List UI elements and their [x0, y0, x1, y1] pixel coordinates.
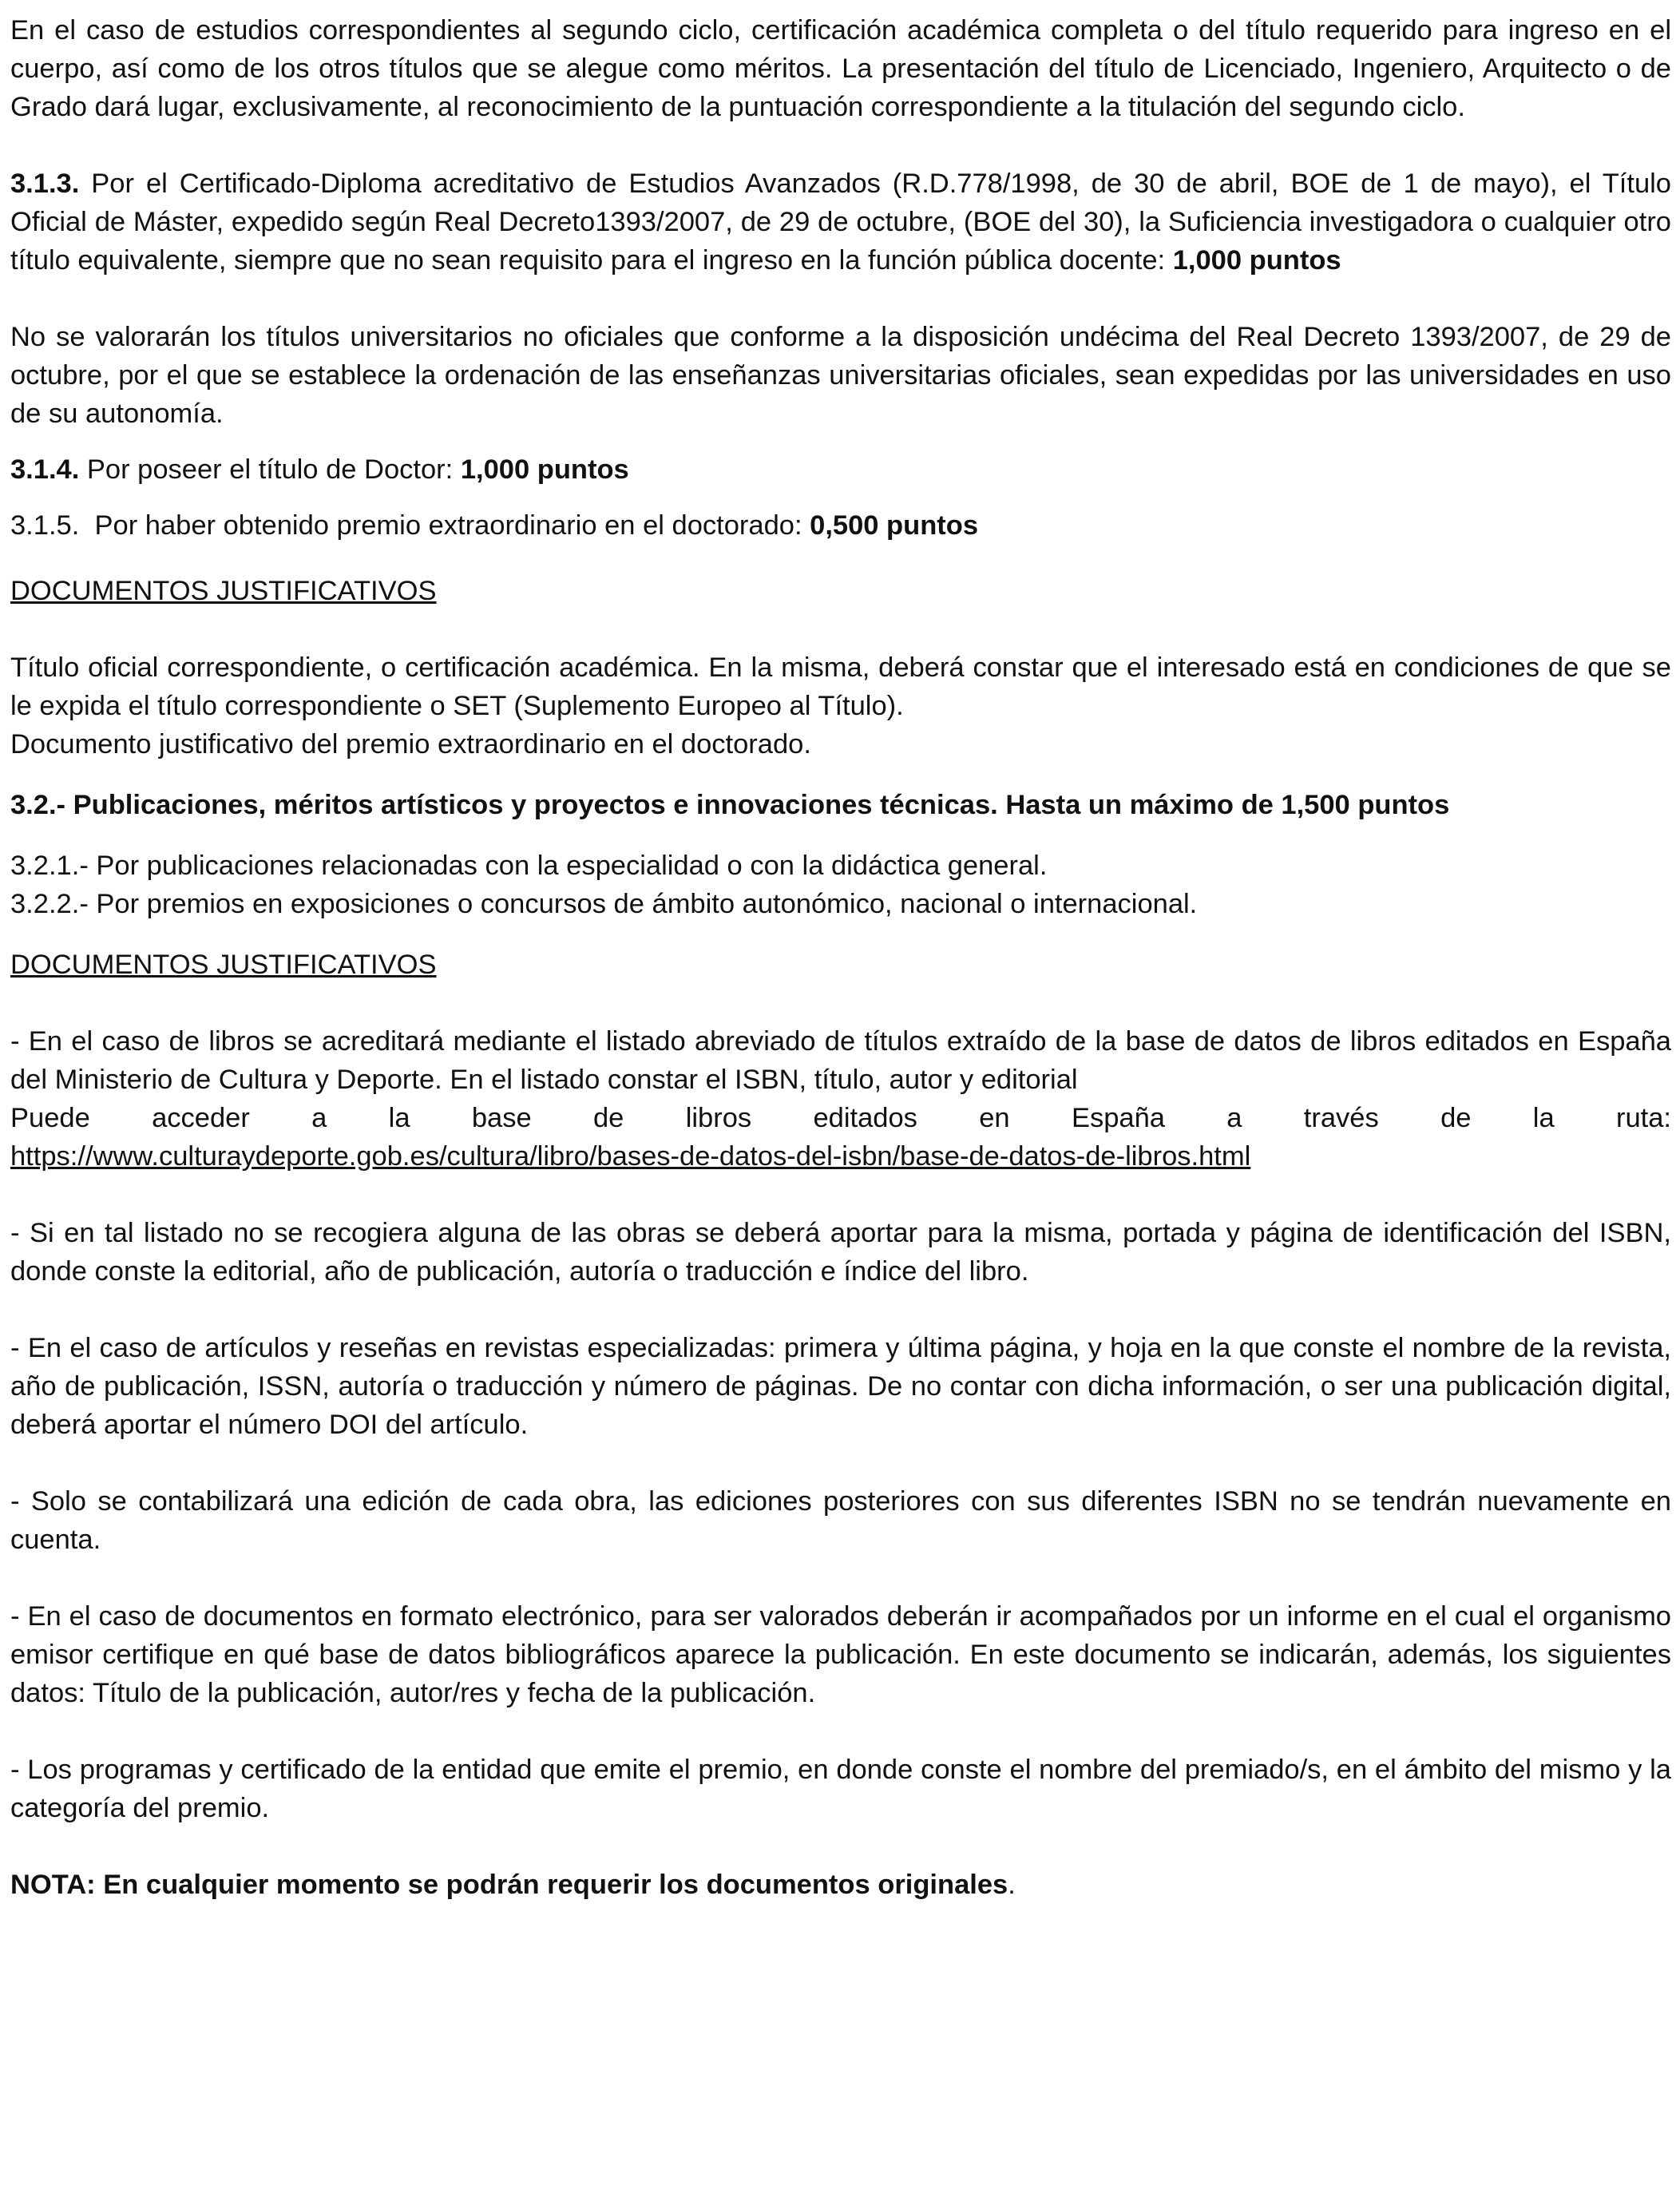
section-3-1-3	[10, 165, 1671, 280]
nota-paragraph: NOTA: En cualquier momento se podrán requerir los documentos originales.	[10, 1870, 1016, 1900]
intro-paragraph: En el caso de estudios correspondientes al segundo ciclo, certificación académica completa o del título requerido para ingreso en el cuerpo, así como de los otros títulos que se alegue como méritos. La presentación del título de Licenciado, Ingeniero, Arquitecto o de Grado dará lugar, exclusivamente, al reconocimiento de la puntuación correspondiente a la titulación del segundo ciclo.	[10, 15, 1671, 122]
section-points: 1,000 puntos	[460, 454, 629, 485]
document-page	[10, 11, 1671, 1904]
section-3-1-5	[10, 506, 1671, 545]
docs1-titulo: Título oficial correspondiente, o certificación académica. En la misma, deberá constar que el interesado está en condiciones de que se le expida el título correspondiente o SET (Suplemento Europeo al Título).	[10, 652, 1671, 721]
section-3-2-2: 3.2.2.- Por premios en exposiciones o concursos de ámbito autonómico, nacional o internacional.	[10, 889, 1198, 919]
docs2-edicion: - Solo se contabilizará una edición de cada obra, las ediciones posteriores con sus diferentes ISBN no se tendrán nuevamente en cuenta.	[10, 1486, 1671, 1555]
docs2-ruta: Puede acceder a la base de libros editados en España a través de la ruta:	[10, 1103, 1671, 1133]
docs2-url-line	[10, 1137, 1671, 1176]
section-text: Por el Certificado-Diploma acreditativo de Estudios Avanzados (R.D.778/1998, de 30 de abril, BOE de 1 de mayo), el Título Oficial de Máster, expedido según Real Decreto1393/2007, de 29 de octubre, (BOE del 30), la Suficiencia investigadora o cualquier otro título equivalente, siempre que no sean requisito para el ingreso en la función pública docente:	[10, 169, 1671, 276]
section-number: 3.1.5.	[10, 510, 80, 541]
docs2-programas: - Los programas y certificado de la entidad que emite el premio, en donde conste el nombre del premiado/s, en el ámbito del mismo y la categoría del premio.	[10, 1755, 1671, 1823]
section-points: 1,000 puntos	[1172, 245, 1341, 276]
section-text: Por haber obtenido premio extraordinario en el doctorado:	[79, 510, 810, 541]
section-text: Por poseer el título de Doctor:	[79, 454, 461, 485]
docs1-premio: Documento justificativo del premio extraordinario en el doctorado.	[10, 729, 811, 759]
section-number: 3.1.4.	[10, 454, 80, 485]
docs-heading-1: DOCUMENTOS JUSTIFICATIVOS	[10, 576, 437, 606]
docs2-libros: - En el caso de libros se acreditará mediante el listado abreviado de títulos extraído de la base de datos de libros editados en España del Ministerio de Cultura y Deporte. En el listado constar el ISBN, título, autor y editorial	[10, 1026, 1671, 1095]
nota-text: NOTA: En cualquier momento se podrán requerir los documentos originales	[10, 1870, 1008, 1900]
section-3-2-1: 3.2.1.- Por publicaciones relacionadas con la especialidad o con la didáctica general.	[10, 851, 1048, 881]
section-3-1-4	[10, 450, 1671, 489]
no-oficiales-paragraph: No se valorarán los títulos universitarios no oficiales que conforme a la disposición undécima del Real Decreto 1393/2007, de 29 de octubre, por el que se establece la ordenación de las enseñanzas universitarias oficiales, sean expedidas por las universidades en uso de su autonomía.	[10, 322, 1671, 429]
section-3-2-heading: 3.2.- Publicaciones, méritos artísticos y proyectos e innovaciones técnicas. Hasta un máximo de 1,500 puntos	[10, 790, 1450, 820]
section-points: 0,500 puntos	[810, 510, 979, 541]
isbn-database-link[interactable]: https://www.culturaydeporte.gob.es/cultura/libro/bases-de-datos-del-isbn/base-de-datos-de-libros.html	[10, 1141, 1251, 1172]
docs2-no-listado: - Si en tal listado no se recogiera alguna de las obras se deberá aportar para la misma, portada y página de identificación del ISBN, donde conste la editorial, año de publicación, autoría o traducción e índice del libro.	[10, 1218, 1671, 1287]
docs-heading-2: DOCUMENTOS JUSTIFICATIVOS	[10, 950, 437, 980]
section-number: 3.1.3.	[10, 169, 80, 199]
docs2-articulos: - En el caso de artículos y reseñas en revistas especializadas: primera y última página, y hoja en la que conste el nombre de la revista, año de publicación, ISSN, autoría o traducción y número de páginas. De no contar con dicha información, o ser una publicación digital, deberá aportar el número DOI del artículo.	[10, 1333, 1671, 1440]
docs2-electronico: - En el caso de documentos en formato electrónico, para ser valorados deberán ir acompañados por un informe en el cual el organismo emisor certifique en qué base de datos bibliográficos aparece la publicación. En este documento se indicarán, además, los siguientes datos: Título de la publicación, autor/res y fecha de la publicación.	[10, 1601, 1671, 1708]
